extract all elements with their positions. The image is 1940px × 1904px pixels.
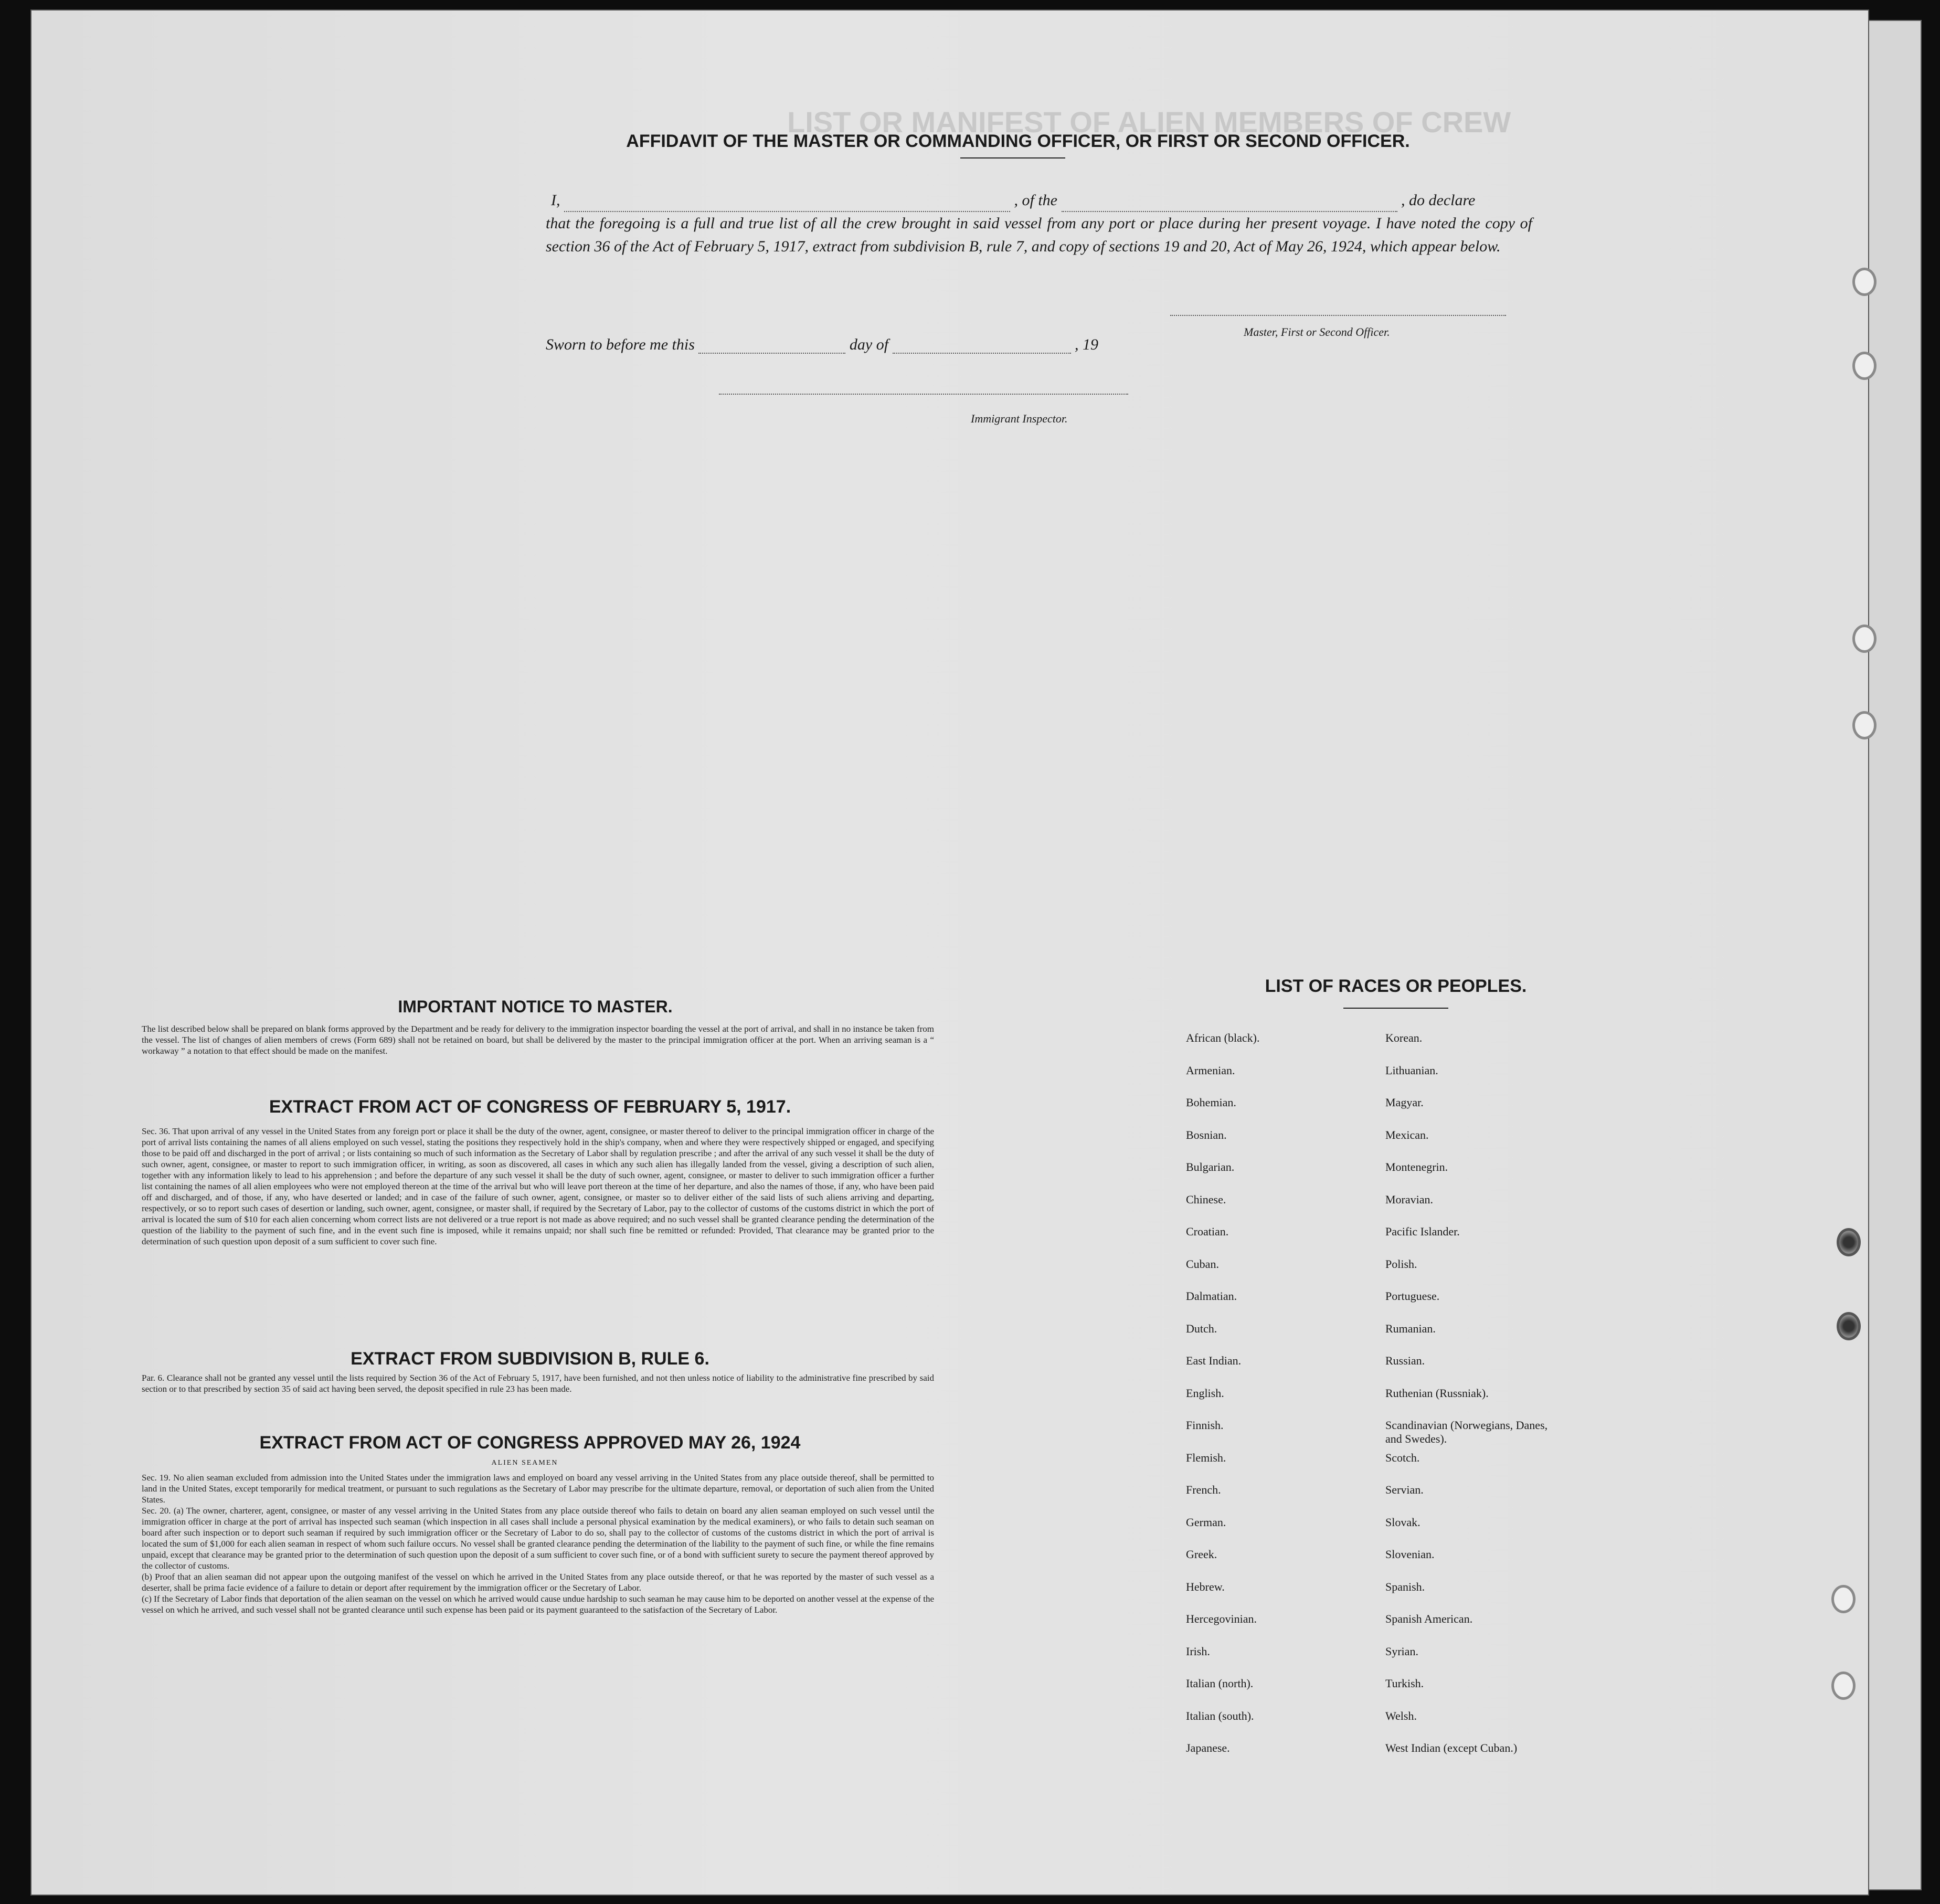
race-item: Bohemian. [1186, 1096, 1236, 1109]
punch-hole [1837, 1312, 1861, 1340]
punch-hole [1852, 625, 1877, 653]
punch-hole [1852, 352, 1877, 380]
race-item: Lithuanian. [1385, 1063, 1438, 1077]
title-underline [960, 157, 1065, 158]
races-title: LIST OF RACES OR PEOPLES. [1265, 976, 1527, 996]
race-item: Croatian. [1186, 1225, 1229, 1238]
race-item: English. [1186, 1386, 1224, 1400]
sec-20a-text: Sec. 20. (a) The owner, charterer, agent, consignee, or master of any vessel arriving in the United States from any place outside thereof who fails to detain on board any alien seaman employed on such vessel until the immigration officer in charge at the port of arrival has inspected such seaman (which inspection in all cases shall include a personal physical examination by the medical examiners), or who fails to detain such seaman on board after such inspection or to deport such seaman if required by such immigration officer or the Secretary of Labor to do so, shall pay to the collector of customs of the customs district in which the port of arrival is located the sum of $1,000 for each alien seaman in respect of whom such failure occurs. No vessel shall be granted clearance pending the determination of the liability to the payment of such fine, or while the fine remains unpaid, except that clearance may be granted prior to the determination of such question upon the deposit of a sum sufficient to cover such fine, or of a bond with sufficient surety to secure the payment thereof approved by the collector of customs. [142, 1506, 934, 1571]
affidavit-statement: that the foregoing is a full and true list of all the crew brought in said vessel from any port or place during her present voyage. I have noted the copy of section 36 of the Act of February 5, 1917, extract from subdivision B, rule 7, and copy of sections 19 and 20, Act of May 26, 1924, which appear below. [546, 215, 1532, 255]
race-item: Greek. [1186, 1548, 1217, 1561]
race-item: Korean. [1385, 1031, 1423, 1044]
punch-hole [1852, 268, 1877, 296]
races-title-underline [1343, 1008, 1448, 1009]
rule-6-title: EXTRACT FROM SUBDIVISION B, RULE 6. [351, 1349, 709, 1369]
do-declare-label: , do declare [1401, 192, 1476, 209]
race-item: Spanish. [1385, 1580, 1425, 1593]
punch-hole [1837, 1228, 1861, 1256]
race-item: Slovenian. [1385, 1548, 1435, 1561]
race-item: Portuguese. [1385, 1289, 1440, 1303]
rule-6-text: Par. 6. Clearance shall not be granted any vessel until the lists required by Section 36 of the Act of February 5, 1917, have been furnished, and not then unless notice of liability to the administrative fine prescribed by said section or to that prescribed by section 35 of said act having been served, the deposit specified in rule 23 has been made. [142, 1373, 934, 1394]
punch-hole [1831, 1672, 1856, 1700]
race-item: African (black). [1186, 1031, 1260, 1044]
notice-title: IMPORTANT NOTICE TO MASTER. [398, 997, 673, 1016]
race-item: Spanish American. [1385, 1612, 1473, 1625]
signature-label: Master, First or Second Officer. [1244, 325, 1390, 339]
race-item: Flemish. [1186, 1451, 1226, 1464]
race-item: Scandinavian (Norwegians, Danes, and Swedes). [1385, 1419, 1548, 1445]
punch-hole [1831, 1585, 1856, 1613]
race-item: Armenian. [1186, 1063, 1235, 1077]
affidavit-title: AFFIDAVIT OF THE MASTER OR COMMANDING OFFICER, OR FIRST OR SECOND OFFICER. [626, 131, 1410, 151]
race-item: Bosnian. [1186, 1128, 1227, 1141]
race-item: Hercegovinian. [1186, 1612, 1257, 1625]
race-item: Italian (north). [1186, 1677, 1254, 1690]
race-item: Montenegrin. [1385, 1160, 1448, 1173]
sec-20c-text: (c) If the Secretary of Labor finds that deportation of the alien seaman on the vessel on which he arrived would cause undue hardship to such seaman he may cause him to be deported on another vessel at the expense of the vessel on which he arrived, and such vessel shall not be granted clearance until such expense has been paid or its payment guaranteed to the satisfaction of the Secretary of Labor. [142, 1594, 934, 1615]
i-label: I, [551, 192, 560, 209]
inspector-signature-line[interactable] [719, 394, 1128, 395]
race-item: Irish. [1186, 1644, 1210, 1658]
year-label: , 19 [1075, 336, 1099, 353]
race-item: East Indian. [1186, 1354, 1242, 1367]
race-item: French. [1186, 1483, 1221, 1496]
race-item: Syrian. [1385, 1644, 1418, 1658]
act-1917-title: EXTRACT FROM ACT OF CONGRESS OF FEBRUARY 5, 1917. [269, 1097, 791, 1117]
day-of-label: day of [849, 336, 889, 353]
race-item: Mexican. [1385, 1128, 1429, 1141]
race-item: Russian. [1385, 1354, 1425, 1367]
notice-text: The list described below shall be prepared on blank forms approved by the Department and be ready for delivery to the immigration inspector boarding the vessel at the port of arrival, and shall in no instance be taken from the vessel. The list of changes of alien members of crews (Form 689) shall not be retained on board, but shall be delivered by the master to the principal immigration officer at the port. When an arriving seaman is a “ workaway ” a notation to that effect should be made on the manifest. [142, 1024, 934, 1056]
race-item: Bulgarian. [1186, 1160, 1235, 1173]
sec-20b-text: (b) Proof that an alien seaman did not appear upon the outgoing manifest of the vessel on which he arrived in the United States from any place outside thereof, or that he was reported by the master of such vessel as a deserter, shall be prima facie evidence of a failure to detain or deport after requirement by the immigration officer or the Secretary of Labor. [142, 1572, 934, 1593]
race-item: Dalmatian. [1186, 1289, 1237, 1303]
race-item: West Indian (except Cuban.) [1385, 1741, 1518, 1754]
bleed-through-heading: LIST OR MANIFEST OF ALIEN MEMBERS OF CREW [787, 105, 1511, 139]
race-item: Pacific Islander. [1385, 1225, 1460, 1238]
race-item: Ruthenian (Russniak). [1385, 1386, 1489, 1400]
race-item: Japanese. [1186, 1741, 1230, 1754]
race-item: Rumanian. [1385, 1321, 1436, 1335]
act-1924-subtitle: ALIEN SEAMEN [491, 1459, 558, 1467]
sec-19-text: Sec. 19. No alien seaman excluded from admission into the United States under the immigration laws and employed on board any vessel arriving in the United States from any place outside thereof, shall be permitted to land in the United States, except temporarily for medical treatment, or pursuant to such regulations as the Secretary of Labor may prescribe for the ultimate departure, removal, or deportation of such alien from the United States. [142, 1473, 934, 1505]
race-item: Magyar. [1385, 1096, 1424, 1109]
punch-hole [1852, 711, 1877, 739]
act-1917-text: Sec. 36. That upon arrival of any vessel in the United States from any foreign port or place it shall be the duty of the owner, agent, consignee, or master thereof to deliver to the principal immigration officer in charge of the port of arrival lists containing the names of all aliens employed on such vessel, stating the positions they respectively hold in the ship's company, when and where they were respectively shipped or engaged, and specifying those to be paid off and discharged in the port of arrival ; or lists containing so much of such information as the Secretary of Labor shall by regulation prescribe ; and after the arrival of any such vessel it shall be the duty of such owner, agent, consignee, or master to report to such immigration officer, in writing, as soon as discovered, all cases in which any such alien has illegally landed from the vessel, giving a description of such alien, together with any information likely to lead to his apprehension ; and before the departure of any such vessel it shall be the duty of such owner, agent, consignee, or master to deliver to such immigration officer a further list containing the names of all alien employees who were not employed thereon at the time of the arrival but who will leave port thereon at the time of her departure, and also the names of those, if any, who have been paid off and discharged, and of those, if any, who have deserted or landed; and in case of the failure of such owner, agent, consignee, or master so to deliver either of the said lists of such aliens arriving and departing, respectively, or so to report such cases of desertion or landing, such owner, agent, consignee, or master shall, if required by the Secretary of Labor, pay to the collector of customs of the customs district in which the port of arrival is located the sum of $10 for each alien concerning whom correct lists are not delivered or a true report is not made as above required; and no such vessel shall be granted clearance pending the determination of the question of the liability to the payment of such fine, and in the event such fine is imposed, while it remains unpaid; nor shall such fine be remitted or refunded: Provided, That clearance may be granted prior to the determination of such question upon deposit of a sum sufficient to cover such fine. [142, 1126, 934, 1246]
affidavit-body [546, 189, 1532, 258]
race-item: Scotch. [1385, 1451, 1420, 1464]
signature-line[interactable] [1170, 315, 1506, 316]
of-the-label: , of the [1014, 192, 1057, 209]
act-1924-title: EXTRACT FROM ACT OF CONGRESS APPROVED MAY 26, 1924 [259, 1433, 801, 1453]
act-1924-text [142, 1472, 934, 1615]
race-item: Polish. [1385, 1257, 1417, 1271]
race-item: Hebrew. [1186, 1580, 1225, 1593]
race-item: Slovak. [1385, 1515, 1420, 1529]
sworn-line [546, 336, 1175, 354]
race-item: Dutch. [1186, 1321, 1217, 1335]
race-item: Finnish. [1186, 1419, 1224, 1432]
race-item: Italian (south). [1186, 1709, 1254, 1722]
sworn-label: Sworn to before me this [546, 336, 695, 353]
race-item: Servian. [1385, 1483, 1424, 1496]
day-field[interactable] [698, 353, 845, 354]
month-field[interactable] [893, 353, 1071, 354]
race-item: Moravian. [1385, 1192, 1434, 1206]
race-item: Turkish. [1385, 1677, 1424, 1690]
race-item: Cuban. [1186, 1257, 1219, 1271]
race-item: German. [1186, 1515, 1226, 1529]
race-item: Chinese. [1186, 1192, 1226, 1206]
affidavit-declaration-line [546, 189, 1532, 212]
race-item: Welsh. [1385, 1709, 1417, 1722]
inspector-label: Immigrant Inspector. [971, 412, 1068, 425]
